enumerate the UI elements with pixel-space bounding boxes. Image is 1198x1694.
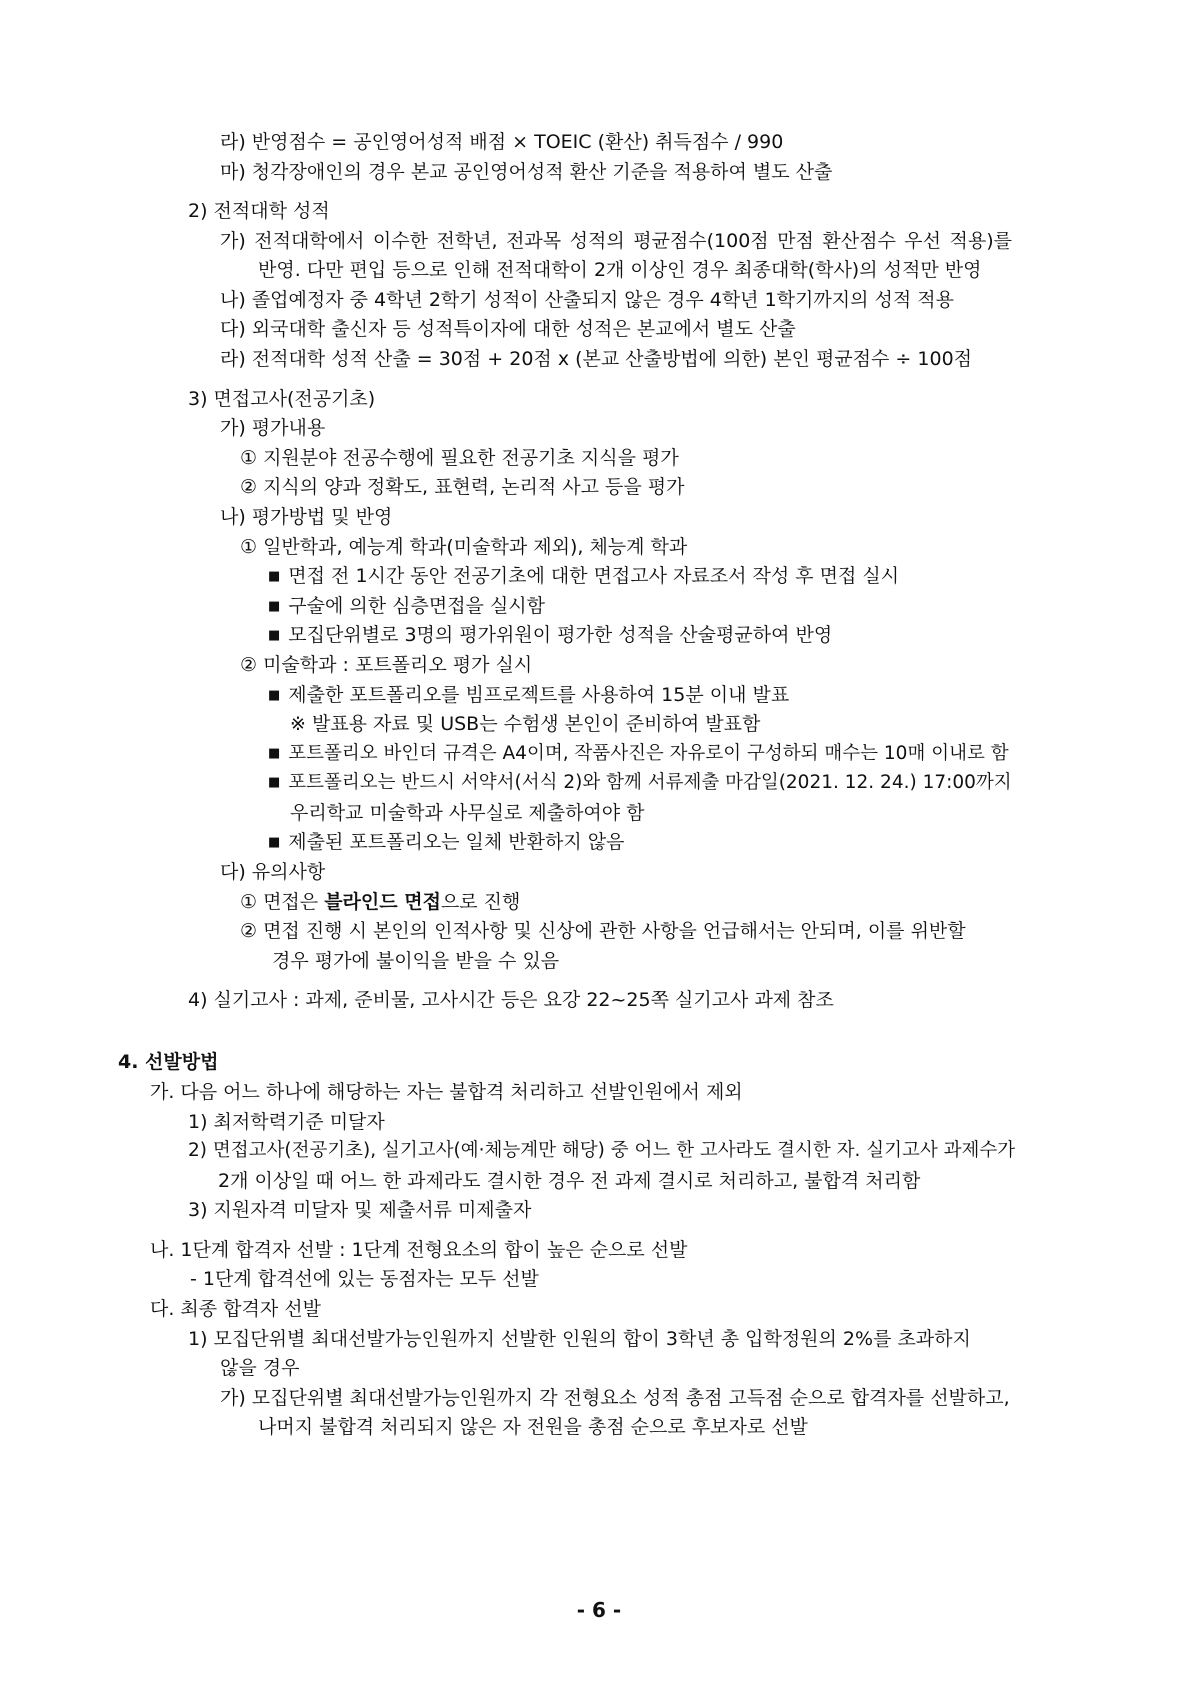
text-line: 다) 유의사항 (220, 861, 326, 883)
text-line: - 1단계 합격선에 있는 동점자는 모두 선발 (190, 1268, 539, 1290)
text-line: 반영. 다만 편입 등으로 인해 전적대학이 2개 이상인 경우 최종대학(학사)의 성적만 반영 (258, 259, 982, 281)
bullet-item: ■ 제출한 포트폴리오를 빔프로젝트를 사용하여 15분 이내 발표 (268, 683, 789, 710)
text-line: 가) 모집단위별 최대선발가능인원까지 각 전형요소 성적 총점 고득점 순으로 합격자를 선발하고, (220, 1387, 1010, 1409)
text-line: 가. 다음 어느 하나에 해당하는 자는 불합격 처리하고 선발인원에서 제외 (150, 1081, 743, 1103)
text-line: ① 일반학과, 예능계 학과(미술학과 제외), 체능계 학과 (240, 536, 688, 558)
text-line: 2) 면접고사(전공기초), 실기고사(예·체능계만 해당) 중 어느 한 고사라도 결시한 자. 실기고사 과제수가 (188, 1140, 1016, 1161)
text-line: 가) 평가내용 (220, 417, 326, 439)
text-line: 1) 최저학력기준 미달자 (188, 1111, 385, 1133)
text-line: 나머지 불합격 처리되지 않은 자 전원을 총점 순으로 후보자로 선발 (258, 1416, 808, 1438)
bullet-item: ■ 구술에 의한 심층면접을 실시함 (268, 594, 545, 621)
text-line (240, 890, 520, 914)
page-number: - 6 - (576, 1598, 622, 1622)
text-line: ② 미술학과 : 포트폴리오 평가 실시 (240, 654, 533, 676)
note-line: ※ 발표용 자료 및 USB는 수험생 본인이 준비하여 발표함 (290, 713, 761, 735)
chapter-heading: 4. 선발방법 (118, 1051, 219, 1073)
text-line: 다) 외국대학 출신자 등 성적특이자에 대한 성적은 본교에서 별도 산출 (220, 318, 796, 340)
text-line: 3) 지원자격 미달자 및 제출서류 미제출자 (188, 1199, 532, 1221)
bullet-item: ■ 포트폴리오 바인더 규격은 A4이며, 작품사진은 자유로이 구성하되 매수는 10매 이내로 함 (268, 742, 1009, 768)
text-line: 라) 전적대학 성적 산출 = 30점 + 20점 x (본교 산출방법에 의한) 본인 평균점수 ÷ 100점 (220, 348, 973, 370)
bullet-item: ■ 제출된 포트폴리오는 일체 반환하지 않음 (268, 830, 624, 857)
text-line: ② 면접 진행 시 본인의 인적사항 및 신상에 관한 사항을 언급해서는 안되며, 이를 위반할 (240, 920, 966, 942)
emphasis-text: 블라인드 면접 (324, 891, 441, 913)
section-heading: 2) 전적대학 성적 (188, 200, 330, 222)
bullet-item: ■ 면접 전 1시간 동안 전공기초에 대한 면접고사 자료조서 작성 후 면접 실시 (268, 564, 899, 591)
text-line: 가) 전적대학에서 이수한 전학년, 전과목 성적의 평균점수(100점 만점 환산점수 우선 적용)를 (220, 230, 1012, 252)
bullet-item: ■ 포트폴리오는 반드시 서약서(서식 2)와 함께 서류제출 마감일(2021. 12. 24.) 17:00까지 (268, 771, 1012, 797)
text-line: 않을 경우 (220, 1357, 300, 1379)
text-line: 우리학교 미술학과 사무실로 제출하여야 함 (290, 802, 645, 824)
section-heading: 3) 면접고사(전공기초) (188, 388, 376, 410)
text-line: ① 지원분야 전공수행에 필요한 전공기초 지식을 평가 (240, 447, 679, 469)
text-line: 나. 1단계 합격자 선발 : 1단계 전형요소의 합이 높은 순으로 선발 (150, 1239, 688, 1261)
text-line: ② 지식의 양과 정확도, 표현력, 논리적 사고 등을 평가 (240, 476, 685, 498)
text-line: 1) 모집단위별 최대선발가능인원까지 선발한 인원의 합이 3학년 총 입학정원의 2%를 초과하지 (188, 1328, 971, 1350)
text-line: 2개 이상일 때 어느 한 과제라도 결시한 경우 전 과제 결시로 처리하고, 불합격 처리함 (218, 1170, 921, 1192)
text-span: ① 면접은 (240, 891, 325, 913)
section-heading: 4) 실기고사 : 과제, 준비물, 고사시간 등은 요강 22~25쪽 실기고사 과제 참조 (188, 989, 834, 1011)
text-line: 라) 반영점수 = 공인영어성적 배점 × TOEIC (환산) 취득점수 / 990 (220, 131, 784, 153)
text-line: 나) 평가방법 및 반영 (220, 506, 393, 528)
text-line: 마) 청각장애인의 경우 본교 공인영어성적 환산 기준을 적용하여 별도 산출 (220, 161, 833, 183)
text-line: 나) 졸업예정자 중 4학년 2학기 성적이 산출되지 않은 경우 4학년 1학기까지의 성적 적용 (220, 289, 954, 311)
text-line: 경우 평가에 불이익을 받을 수 있음 (272, 950, 560, 972)
text-line: 다. 최종 합격자 선발 (150, 1298, 321, 1320)
text-span: 으로 진행 (440, 891, 521, 913)
bullet-item: ■ 모집단위별로 3명의 평가위원이 평가한 성적을 산술평균하여 반영 (268, 623, 832, 650)
